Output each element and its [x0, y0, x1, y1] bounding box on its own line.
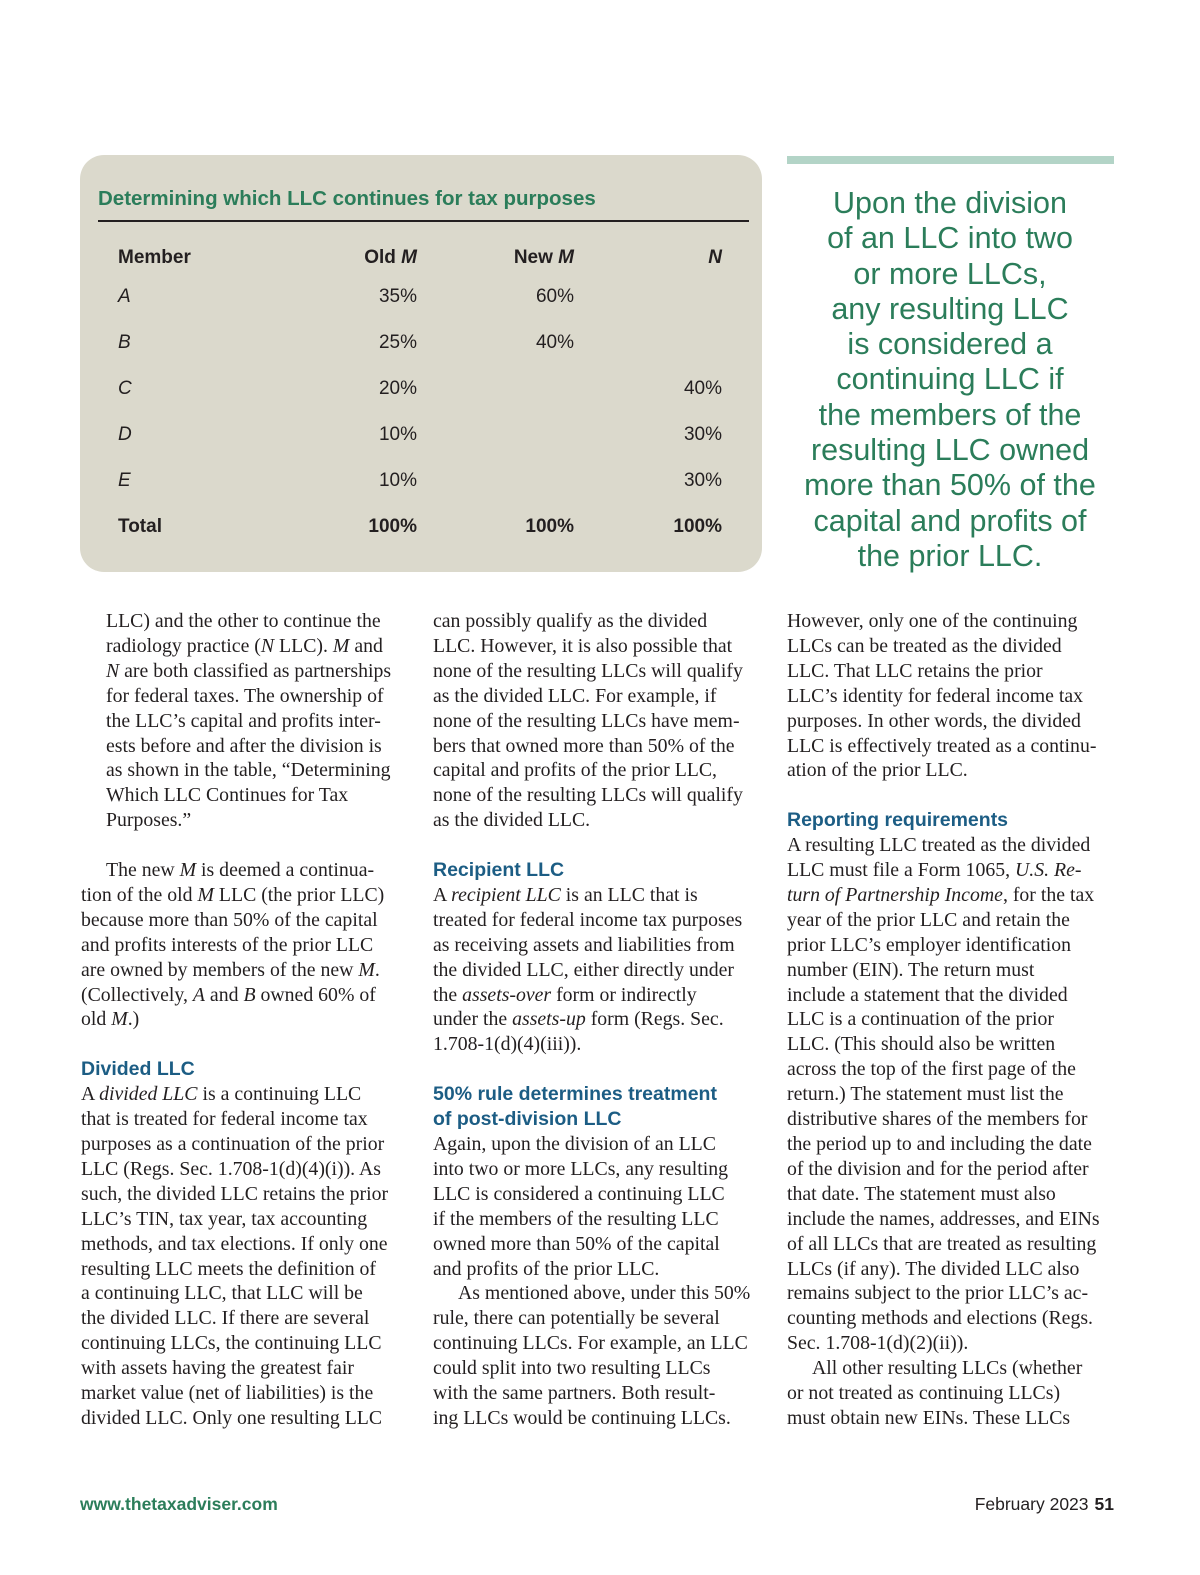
paragraph: As mentioned above, under this 50% rule, there can potentially be several continuing LLCs. For example, an LLC could split into two resulting LLCs with the same partners. Both result- ing LLCs would be continuing LLCs.: [433, 1282, 751, 1429]
new-m-cell: 60%: [535, 286, 574, 307]
table-title: Determining which LLC continues for tax purposes: [98, 187, 596, 210]
pull-quote-bar: [787, 156, 1114, 164]
new-m-cell: 40%: [535, 332, 574, 353]
n-cell: 30%: [683, 470, 722, 491]
pull-quote-line: Upon the division: [833, 186, 1067, 220]
table-total-row: [80, 504, 762, 550]
page-number: 51: [1094, 1494, 1114, 1514]
member-cell: A: [118, 286, 131, 307]
table-row: [80, 274, 762, 320]
body-column-1: [81, 609, 411, 1431]
paragraph: Again, upon the division of an LLC into two or more LLCs, any resulting LLC is considered a continuing LLC if the members of the resulting LLC owned more than 50% of the capital and profits of the prior LLC.: [433, 1133, 729, 1280]
section-heading: Divided LLC: [81, 1058, 195, 1081]
member-cell: C: [118, 378, 132, 399]
pull-quote-line: is considered a: [847, 327, 1053, 362]
section-heading: 50% rule determines treatment: [433, 1083, 717, 1106]
old-m-cell: 35%: [378, 286, 417, 307]
total-old-m: 100%: [368, 516, 417, 537]
table-row: [80, 366, 762, 412]
footer-date-page: [975, 1494, 1114, 1515]
paragraph: However, only one of the continuing LLCs can be treated as the divided LLC. That LLC retains the prior LLC’s identity for federal income tax purposes. In other words, the divided LLC is effectively treated as a continu- ation of the prior LLC.: [787, 610, 1097, 782]
pull-quote-line: the members of the: [818, 397, 1082, 432]
table-row: [80, 320, 762, 366]
table-row: [80, 458, 762, 504]
pull-quote-line: capital and profits of: [813, 503, 1087, 538]
old-m-cell: 20%: [378, 378, 417, 399]
header-new-m: New M: [513, 247, 574, 268]
pull-quote-line: continuing LLC if: [836, 362, 1064, 397]
paragraph: A recipient LLC is an LLC that is treated for federal income tax purposes as receiving assets and liabilities from the divided LLC, either directly under the assets-over form or indirectly under the assets-up form (Regs. Sec. 1.708-1(d)(4)(iii)).: [433, 883, 743, 1056]
old-m-cell: 10%: [378, 470, 417, 491]
paragraph: The new M is deemed a continua- tion of the old M LLC (the prior LLC) because more than 50% of the capital and profits interests of the prior LLC are owned by members of the new M. (Collectively, A and B owned 60% of old M.): [81, 859, 385, 1031]
section-heading: of post-division LLC: [433, 1108, 622, 1131]
member-cell: B: [118, 332, 131, 353]
footer-url[interactable]: www.thetaxadviser.com: [80, 1494, 278, 1514]
pull-quote-line: any resulting LLC: [831, 291, 1069, 326]
n-cell: 40%: [683, 378, 722, 399]
paragraph: A resulting LLC treated as the divided LLC must file a Form 1065, U.S. Re- turn of Partnership Income, for the tax year of the prior LLC and retain the prior LLC’s employer identification number (EIN). The return must include a statement that the divided LLC is a continuation of the prior LLC. (This should also be written across the top of the first page of the return.) The statement must list the distributive shares of the members for the period up to and including the date of the division and for the period after that date. The statement must also include the names, addresses, and EINs of all LLCs that are treated as resulting LLCs (if any). The divided LLC also remains subject to the prior LLC’s ac- counting methods and elections (Regs. Sec. 1.708-1(d)(2)(ii)).: [787, 834, 1100, 1355]
paragraph: can possibly qualify as the divided LLC. However, it is also possible that none of the resulting LLCs will qualify as the divided LLC. For example, if none of the resulting LLCs have mem- bers that owned more than 50% of the capital and profits of the prior LLC, none of the resulting LLCs will qualify as the divided LLC.: [433, 610, 743, 832]
body-column-2: [433, 609, 763, 1431]
pull-quote-line: resulting LLC owned: [810, 433, 1090, 468]
pull-quote-line: more than 50% of the: [804, 468, 1096, 503]
paragraph: All other resulting LLCs (whether or not treated as continuing LLCs) must obtain new EINs. These LLCs: [787, 1357, 1083, 1429]
pull-quote: [787, 186, 1113, 574]
footer-date: February 2023: [974, 1494, 1089, 1514]
pull-quote-line: the prior LLC.: [857, 538, 1043, 573]
member-cell: D: [118, 424, 132, 445]
n-cell: 30%: [683, 424, 722, 445]
table-title-rule: [98, 220, 749, 222]
pull-quote-line: or more LLCs,: [853, 256, 1047, 291]
header-n: N: [708, 247, 722, 268]
body-column-3: [787, 609, 1117, 1431]
total-label: Total: [118, 516, 162, 537]
section-heading: Reporting requirements: [787, 809, 1009, 832]
total-n: 100%: [673, 516, 722, 537]
old-m-cell: 25%: [378, 332, 417, 353]
pull-quote-line: of an LLC into two: [827, 221, 1073, 256]
section-heading: Recipient LLC: [433, 859, 565, 882]
old-m-cell: 10%: [378, 424, 417, 445]
paragraph: A divided LLC is a continuing LLC that is treated for federal income tax purposes as a continuation of the prior LLC (Regs. Sec. 1.708-1(d)(4)(i)). As such, the divided LLC retains the prior LLC’s TIN, tax year, tax accounting methods, and tax elections. If only one resulting LLC meets the definition of a continuing LLC, that LLC will be the divided LLC. If there are several continuing LLCs, the continuing LLC with assets having the greatest fair market value (net of liabilities) is the divided LLC. Only one resulting LLC: [81, 1083, 389, 1429]
table-row: [80, 412, 762, 458]
total-new-m: 100%: [525, 516, 574, 537]
table-box: [80, 155, 762, 572]
paragraph: LLC) and the other to continue the radiology practice (N LLC). M and N are both classified as partnerships for federal taxes. The ownership of the LLC’s capital and profits inter- ests before and after the division is as shown in the table, “Determining Which LLC Continues for Tax Purposes.”: [106, 610, 392, 832]
header-old-m: Old M: [364, 247, 417, 268]
member-cell: E: [118, 470, 131, 491]
header-member: Member: [118, 247, 191, 268]
